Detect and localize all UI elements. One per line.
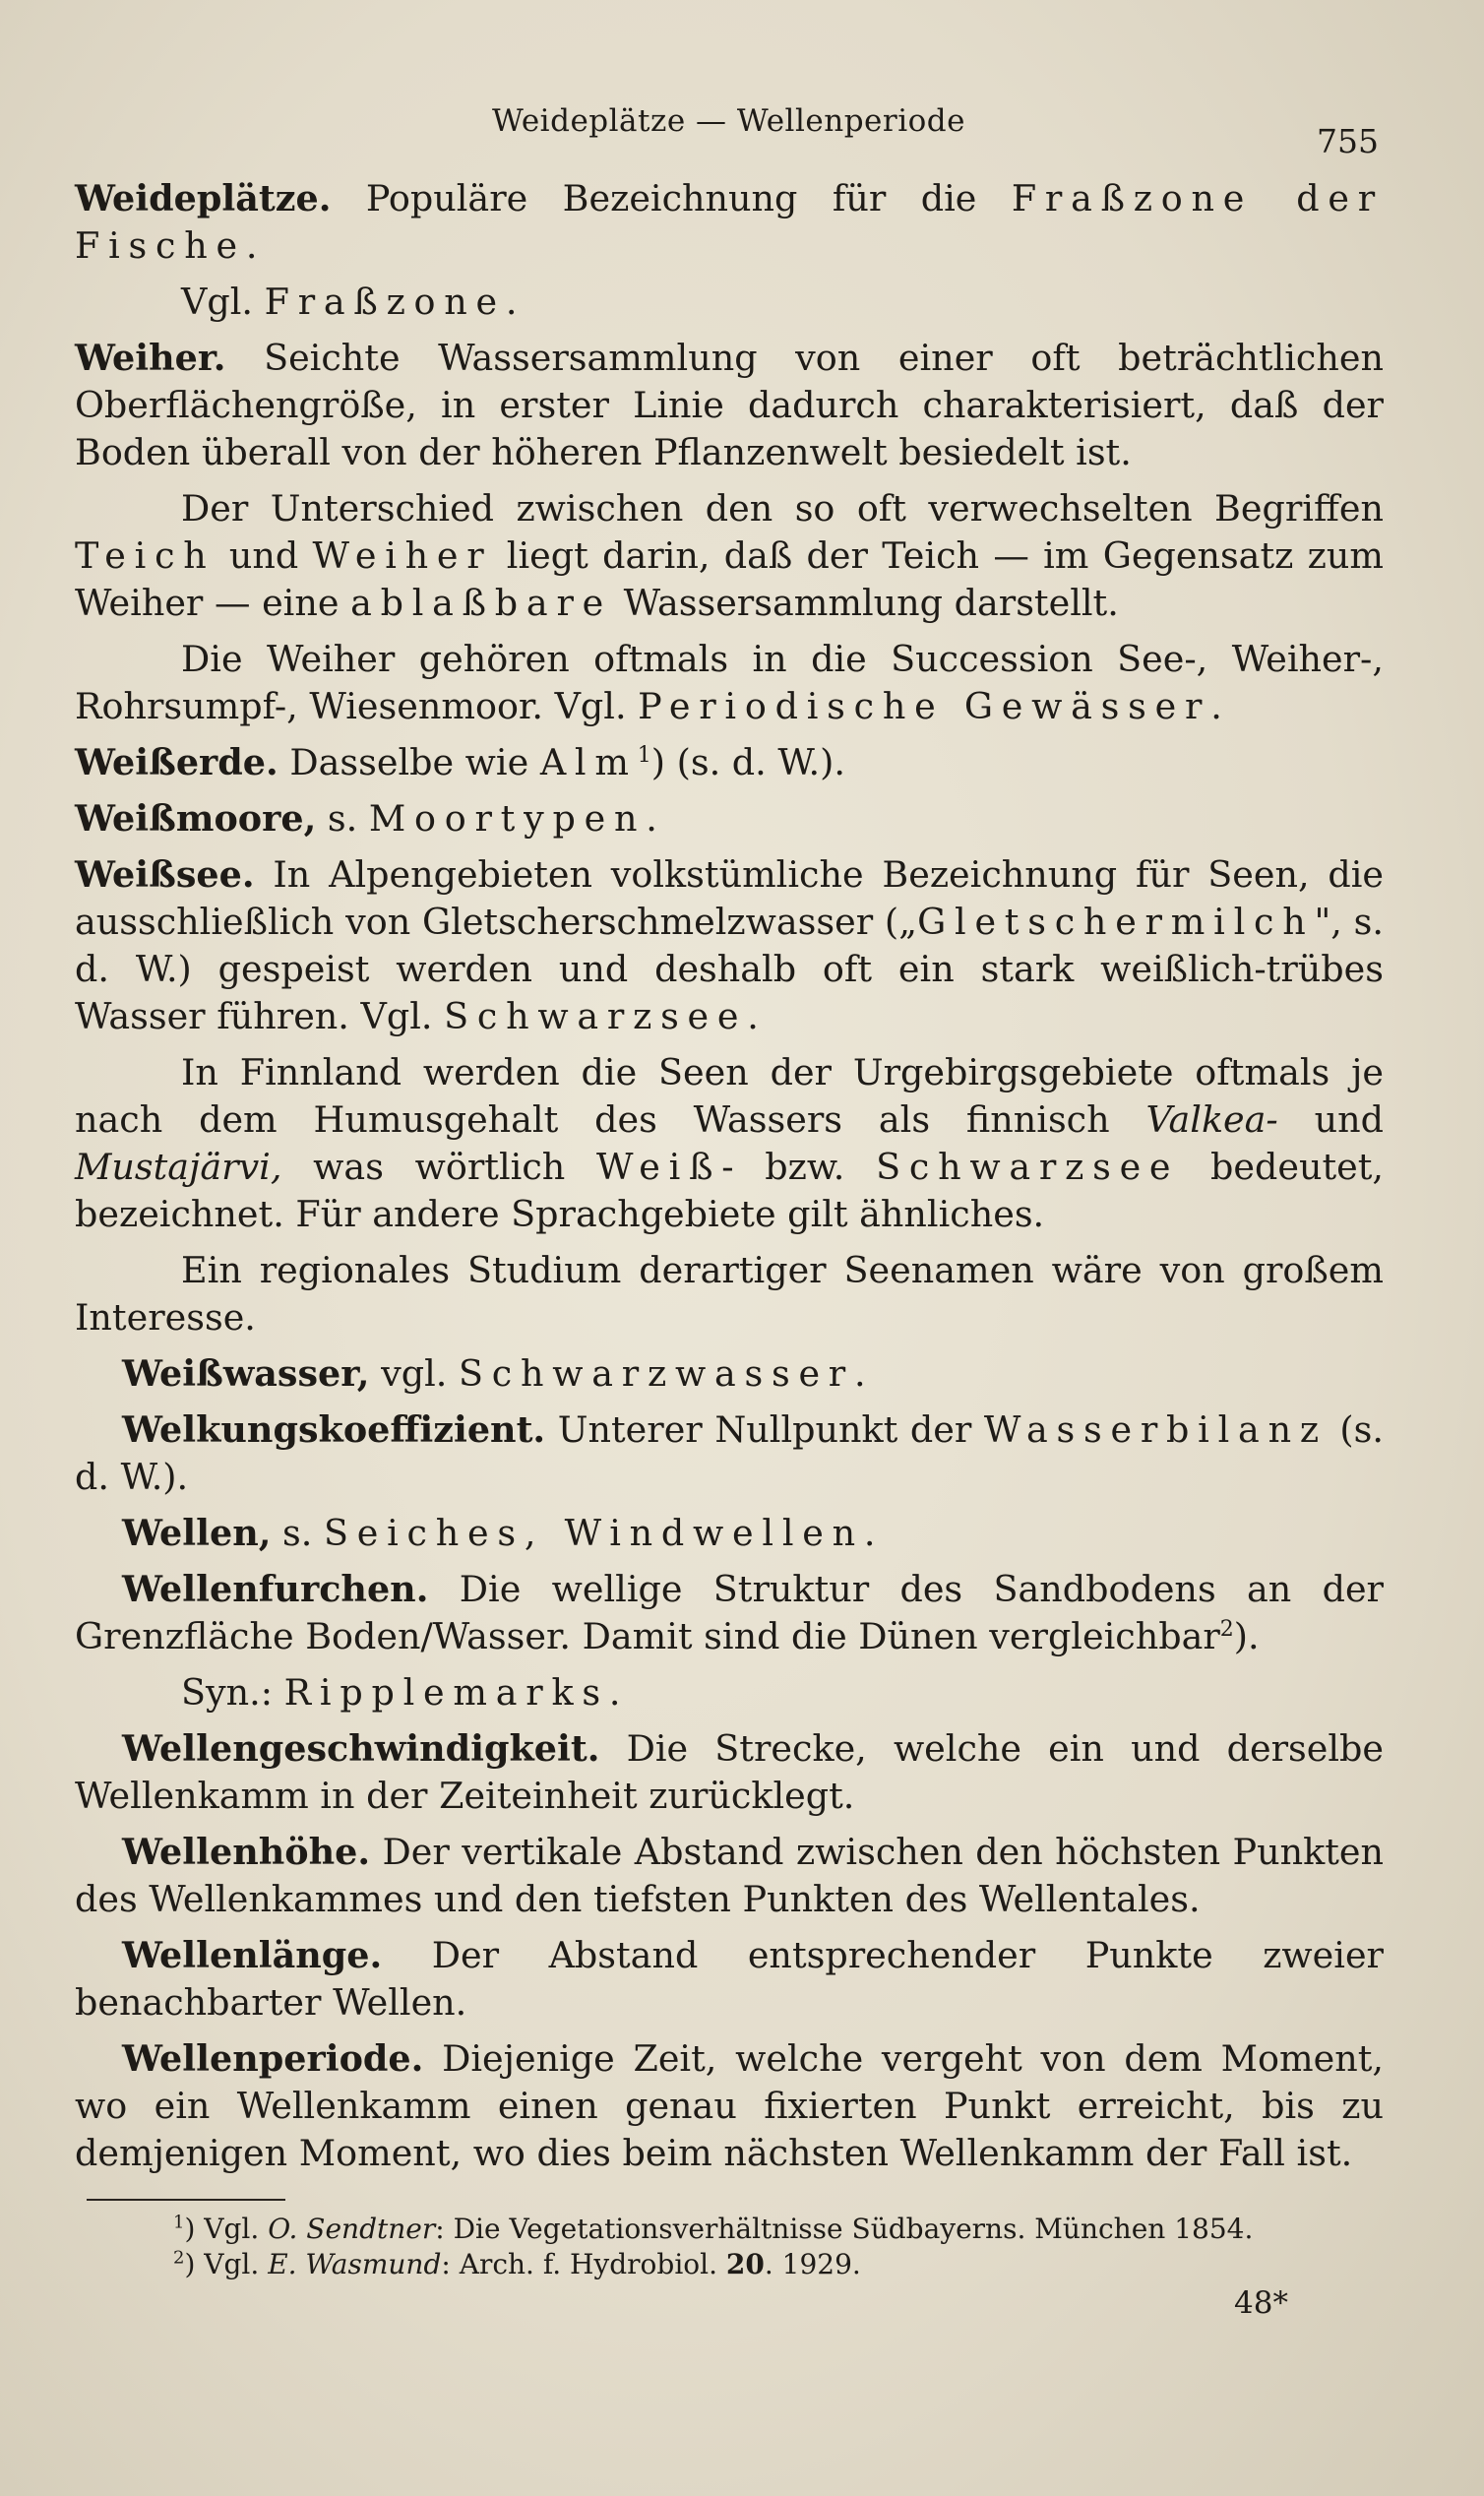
dictionary-body: [75, 175, 1384, 2186]
headword: Wellen,: [122, 1512, 272, 1554]
spaced-term: Gletschermilch: [917, 901, 1315, 943]
spaced-term: ablaßbare: [350, 582, 613, 624]
page-number: 755: [1317, 122, 1379, 160]
headword: Wellenfurchen.: [122, 1568, 429, 1610]
footnote-mark: 1: [637, 742, 651, 768]
headword: Wellengeschwindigkeit.: [122, 1727, 600, 1770]
headword: Weiher.: [75, 337, 226, 379]
cross-reference: Schwarzsee: [444, 995, 748, 1037]
headword: Wellenperiode.: [122, 2037, 424, 2080]
entry-wellenperiode: Wellenperiode. Diejenige Zeit, welche vergeht von dem Moment, wo ein Wellenkamm einen genau fixierten Punkt erreicht, bis zu demjenigen Moment, wo dies beim nächsten Wellenkamm der Fall ist.: [75, 2037, 1384, 2174]
cross-reference: Seiches, Windwellen: [323, 1512, 864, 1554]
entry-wellen: Wellen, s. Seiches, Windwellen.: [122, 1512, 876, 1554]
headword: Weideplätze.: [75, 177, 332, 219]
entry-paragraph: Der Unterschied zwischen den so oft verwechselten Begriffen Teich und Weiher liegt darin, daß der Teich — im Gegensatz zum Weiher — eine ablaßbare Wassersammlung darstellt.: [75, 487, 1384, 624]
cross-reference: Periodische Gewässer: [638, 685, 1211, 727]
entry-wellenlaenge: Wellenlänge. Der Abstand entsprechender Punkte zweier benachbarter Wellen.: [75, 1934, 1384, 2024]
cross-reference: Ripplemarks: [283, 1671, 609, 1714]
signature-mark: 48*: [1234, 2285, 1288, 2321]
entry-wellengeschwindigkeit: Wellengeschwindigkeit. Die Strecke, welche ein und derselbe Wellenkamm in der Zeiteinheit zurücklegt.: [75, 1727, 1384, 1817]
spaced-term: Weiß: [595, 1146, 722, 1188]
spaced-term: Weiher: [312, 534, 493, 577]
footnote-1: $^1$) Vgl. O. Sendtner: Die Vegetationsverhältnisse Südbayerns. München 1854.: [173, 2212, 1254, 2245]
headword: Welkungskoeffizient.: [122, 1408, 546, 1451]
entry-wellenhoehe: Wellenhöhe. Der vertikale Abstand zwischen den höchsten Punkten des Wellenkammes und den tiefsten Punkten des Wellentales.: [75, 1831, 1384, 1920]
italic-term: Mustajärvi,: [75, 1146, 282, 1188]
entry-synonym: Syn.: Ripplemarks.: [181, 1671, 621, 1714]
cross-reference: Fraßzone der Fische: [75, 177, 1384, 267]
entry-weisserde: Weißerde. Dasselbe wie Alm$^1$) (s. d. W.).: [75, 741, 845, 783]
footnote-author: O. Sendtner: [268, 2213, 436, 2245]
footnote-2: $^2$) Vgl. E. Wasmund: Arch. f. Hydrobiol. 20. 1929.: [173, 2247, 861, 2280]
entry-paragraph: Ein regionales Studium derartiger Seenamen wäre von großem Interesse.: [75, 1249, 1384, 1339]
spaced-term: Teich: [75, 534, 216, 577]
entry-weisswasser: Weißwasser, vgl. Schwarzwasser.: [122, 1352, 866, 1395]
headword: Weißsee.: [75, 853, 255, 896]
entry-wellenfurchen: Wellenfurchen. Die wellige Struktur des Sandbodens an der Grenzfläche Boden/Wasser. Damit sind die Dünen vergleichbar$^2$).: [75, 1568, 1384, 1657]
entry-weisssee: Weißsee. In Alpengebieten volkstümliche Bezeichnung für Seen, die ausschließlich von Gletscherschmelzwasser („Gletschermilch", s. d. W.) gespeist werden und deshalb oft ein stark weißlich-trübes Wasser führen. Vgl. Schwarzsee.: [75, 853, 1385, 1037]
cross-reference: Fraßzone: [264, 281, 506, 323]
entry-paragraph: Vgl. Fraßzone.: [181, 281, 518, 323]
entry-weideplaetze: Weideplätze. Populäre Bezeichnung für die Fraßzone der Fische.: [75, 177, 1384, 267]
footnote-volume: 20: [725, 2248, 765, 2280]
cross-reference: Alm: [539, 741, 638, 783]
cross-reference: Moortypen: [368, 797, 647, 840]
headword: Weißerde.: [75, 741, 278, 783]
footnote-mark: 2: [1219, 1616, 1234, 1642]
headword: Weißmoore,: [75, 797, 317, 840]
entry-weissmoore: Weißmoore, s. Moortypen.: [75, 797, 657, 840]
running-title: Weideplätze — Wellenperiode: [492, 103, 965, 139]
footnote-author: E. Wasmund: [268, 2248, 442, 2280]
headword: Wellenhöhe.: [122, 1831, 371, 1873]
cross-reference: Schwarzwasser: [458, 1352, 855, 1395]
italic-term: Valkea-: [1145, 1098, 1278, 1141]
entry-paragraph: In Finnland werden die Seen der Urgebirgsgebiete oftmals je nach dem Humusgehalt des Wassers als finnisch Valkea- und Mustajärvi, was wörtlich Weiß- bzw. Schwarzsee bedeutet, bezeichnet. Für andere Sprachgebiete gilt ähnliches.: [75, 1051, 1385, 1235]
cross-reference: Wasserbilanz: [983, 1408, 1328, 1451]
entry-welkungskoeffizient: Welkungskoeffizient. Unterer Nullpunkt der Wasserbilanz (s. d. W.).: [75, 1408, 1384, 1498]
entry-weiher: Weiher. Seichte Wassersammlung von einer oft beträchtlichen Oberflächengröße, in erster Linie dadurch charakterisiert, daß der Boden überall von der höheren Pflanzenwelt besiedelt ist.: [75, 337, 1384, 473]
headword: Wellenlänge.: [122, 1934, 383, 1976]
footnote-rule: [87, 2199, 285, 2201]
spaced-term: Schwarzsee: [876, 1146, 1180, 1188]
headword: Weißwasser,: [122, 1352, 370, 1395]
entry-paragraph: Die Weiher gehören oftmals in die Succession See-, Weiher-, Rohrsumpf-, Wiesenmoor. Vgl. Periodische Gewässer.: [75, 638, 1384, 727]
